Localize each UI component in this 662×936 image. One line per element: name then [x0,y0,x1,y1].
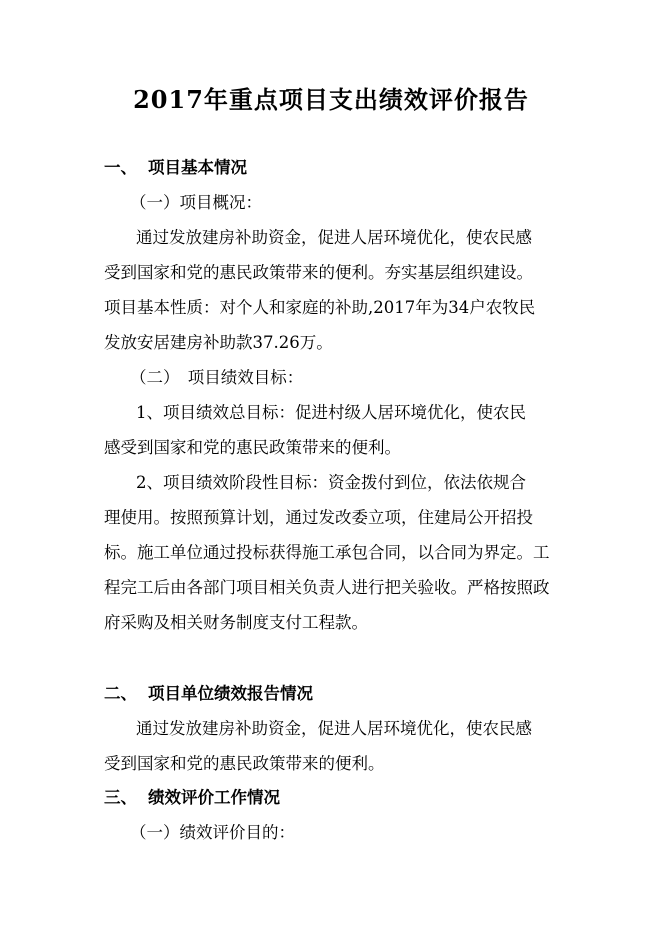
section-1-sub-1-label: （一）项目概况： [130,193,262,212]
paragraph-line: 通过发放建房补助资金，促进人居环境优化，使农民感 [136,719,532,738]
section-2-heading [104,682,313,706]
section-1-sub-2-label: （二） 项目绩效目标： [130,368,304,387]
paragraph-line: 程完工后由各部门项目相关负责人进行把关验收。严格按照政 [104,578,550,597]
section-3-sub-1-label: （一）绩效评价目的： [130,823,295,842]
document-title: 2017年重点项目支出绩效评价报告 [133,85,529,114]
paragraph-line: 受到国家和党的惠民政策带来的便利。 [104,754,385,773]
section-1-title: 项目基本情况 [148,158,247,177]
paragraph-line: 发放安居建房补助款37.26万。 [104,333,333,352]
section-1-number: 一、 [104,158,137,177]
paragraph-line: 理使用。按照预算计划，通过发改委立项，住建局公开招投 [104,508,533,527]
paragraph-line: 2、项目绩效阶段性目标：资金拨付到位，依法依规合 [136,473,526,492]
section-2-number: 二、 [104,684,137,703]
paragraph-line: 受到国家和党的惠民政策带来的便利。夯实基层组织建设。 [104,263,533,282]
paragraph-line: 感受到国家和党的惠民政策带来的便利。 [104,438,401,457]
section-3-heading [104,786,280,810]
section-2-title: 项目单位绩效报告情况 [148,684,313,703]
paragraph-line: 项目基本性质：对个人和家庭的补助,2017年为34户农牧民 [104,298,536,317]
section-3-title: 绩效评价工作情况 [148,788,280,807]
paragraph-line: 府采购及相关财务制度支付工程款。 [104,613,368,632]
paragraph-line: 标。施工单位通过投标获得施工承包合同，以合同为界定。工 [104,543,550,562]
section-3-number: 三、 [104,788,137,807]
paragraph-line: 1、项目绩效总目标：促进村级人居环境优化，使农民 [136,403,526,422]
paragraph-line: 通过发放建房补助资金，促进人居环境优化，使农民感 [136,228,532,247]
section-1-heading [104,156,247,180]
